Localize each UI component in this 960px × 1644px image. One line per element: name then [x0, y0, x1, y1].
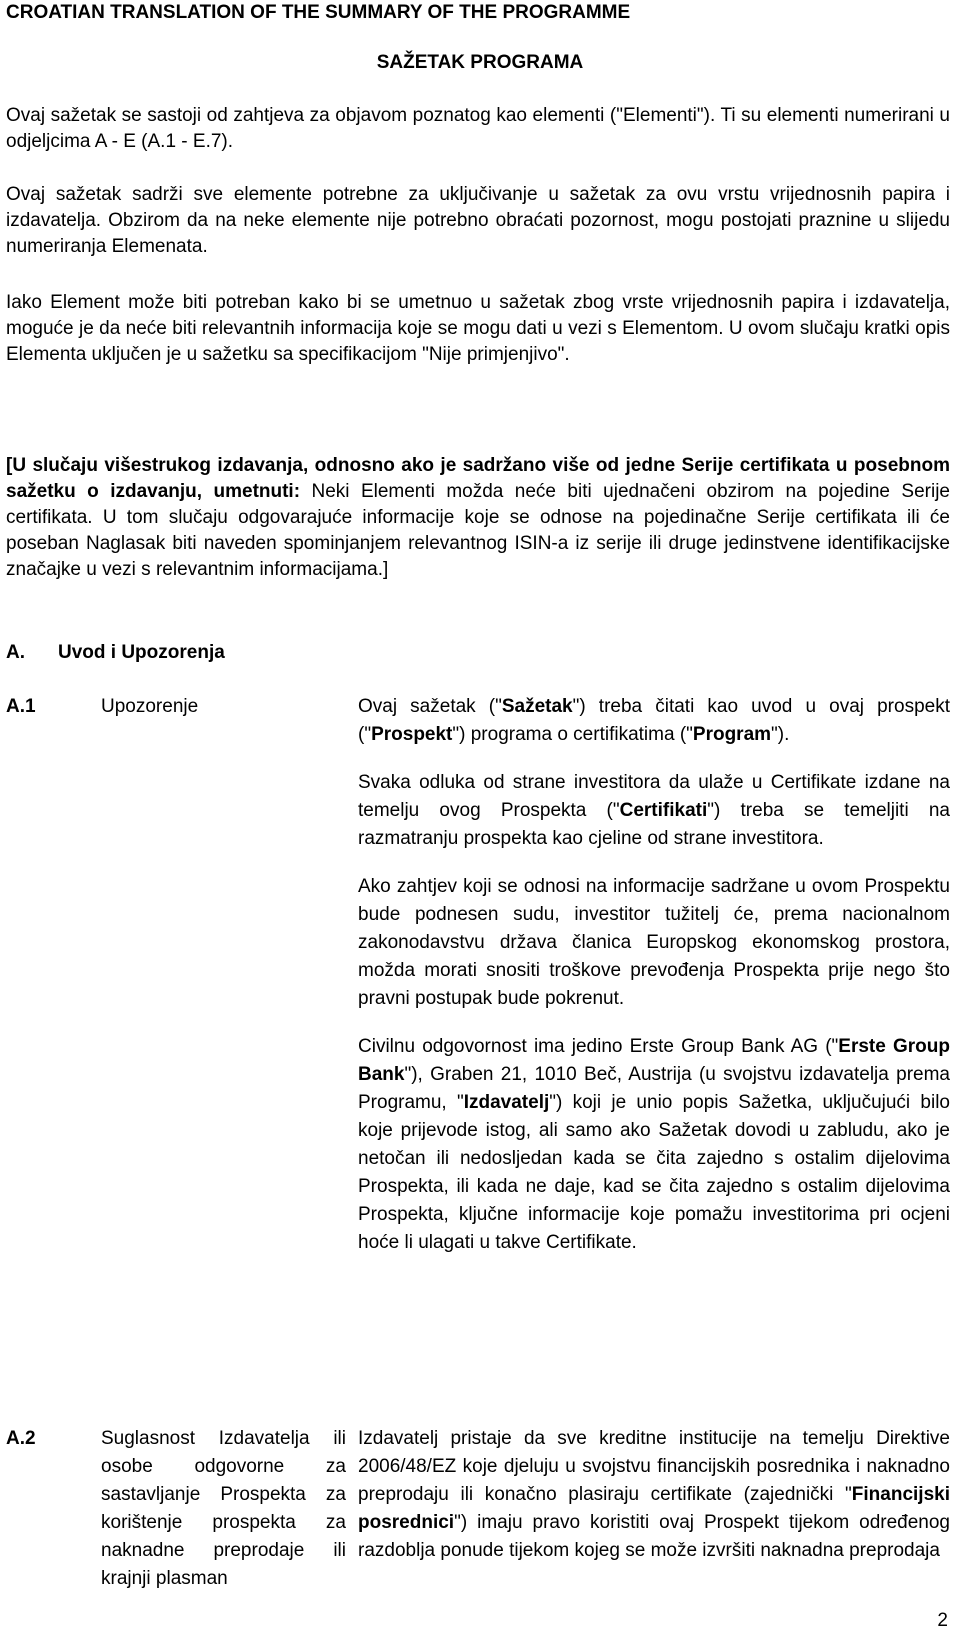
element-a1-number: A.1 [6, 696, 36, 717]
element-a2-label: Suglasnost Izdavatelja ili osobe odgovorne za sastavljanje Prospekta za korištenje prospekta za naknadne preprodaje ili krajnji plasman [101, 1428, 346, 1589]
intro-paragraph-1: Ovaj sažetak se sastoji od zahtjeva za objavom poznatog kao elementi ("Elementi"). Ti su elementi numerirani u odjeljcima A - E (A.1 - E.7). [6, 105, 950, 152]
intro-paragraph-4 [6, 453, 950, 583]
multi-issue-instruction: [U slučaju višestrukog izdavanja, odnosno ako je sadržano više od jedne Serije certifikata u posebnom sažetku o izdavanju, umetnuti: [6, 455, 950, 502]
document-subtitle: SAŽETAK PROGRAMA [376, 52, 584, 73]
a1-paragraph-3: Ako zahtjev koji se odnosi na informacije sadržane u ovom Prospektu bude podnesen sudu, investitor tužitelj će, prema nacionalnom zakonodavstvu država članica Europskog ekonomskog prostora, možda morati snositi troškove prevođenja Prospekta prije nego što pravni postupak bude pokrenut. [358, 876, 950, 1009]
section-a-number: A. [6, 642, 25, 663]
document-title: CROATIAN TRANSLATION OF THE SUMMARY OF THE PROGRAMME [6, 2, 631, 23]
intro-paragraph-3: Iako Element može biti potreban kako bi se umetnuo u sažetak zbog vrste vrijednosnih papira i izdavatelja, moguće je da neće biti relevantnih informacija koje se mogu dati u vezi s Elementom. U ovom slučaju kratki opis Elementa uključen je u sažetku sa specifikacijom "Nije primjenjivo". [6, 292, 950, 365]
a1-paragraph-4: Civilnu odgovornost ima jedino Erste Group Bank AG ("Erste Group Bank"), Graben 21, 1010 Beč, Austrija (u svojstvu izdavatelja prema Programu, "Izdavatelj") koji je unio popis Sažetka, uključujući bilo koje prijevode istog, ali samo ako Sažetak dovodi u zabludu, ako je netočan ili nedosljedan kada se čita zajedno s ostalim dijelovima Prospekta, ili kada ne daje, kad se čita zajedno s ostalim dijelovima Prospekta, ključne informacije koje pomažu investitorima pri ocjeni hoće li ulagati u takve Certifikate. [358, 1036, 950, 1253]
element-a1-label: Upozorenje [101, 696, 199, 717]
section-a-heading [6, 640, 225, 666]
a2-paragraph-1: Izdavatelj pristaje da sve kreditne institucije na temelju Direktive 2006/48/EZ koje djeluju u svojstvu financijskih posrednika i naknadno preprodaju ili konačno plasiraju certifikate (zajednički "Financijski posrednici") imaju pravo koristiti ovaj Prospekt tijekom određenog razdoblja ponude tijekom kojeg se može izvršiti naknadna preprodaja [358, 1428, 950, 1561]
intro-paragraph-2: Ovaj sažetak sadrži sve elemente potrebne za uključivanje u sažetak za ovu vrstu vrijednosnih papira i izdavatelja. Obzirom da na neke elemente nije potrebno obraćati pozornost, mogu postojati praznine u slijedu numeriranja Elemenata. [6, 184, 950, 257]
element-a1-text [358, 693, 950, 1277]
a1-paragraph-2: Svaka odluka od strane investitora da ulaže u Certifikate izdane na temelju ovog Prospekta ("Certifikati") treba se temeljiti na razmatranju prospekta kao cjeline od strane investitora. [358, 772, 950, 849]
section-a-title: Uvod i Upozorenja [58, 642, 225, 663]
element-a2-number: A.2 [6, 1428, 36, 1449]
page-number: 2 [937, 1610, 948, 1631]
a1-paragraph-1: Ovaj sažetak ("Sažetak") treba čitati kao uvod u ovaj prospekt ("Prospekt") programa o certifikatima ("Program"). [358, 696, 950, 745]
element-a2-text [358, 1425, 950, 1585]
multi-issue-text: Neki Elementi možda neće biti ujednačeni obzirom na pojedine Serije certifikata. U tom slučaju odgovarajuće informacije koje se odnose na pojedinačne Serije certifikata ili će poseban Naglasak biti naveden spominjanjem relevantnog ISIN-a iz serije ili druge jedinstvene identifikacijske značajke u vezi s relevantnim informacijama.] [6, 481, 950, 580]
